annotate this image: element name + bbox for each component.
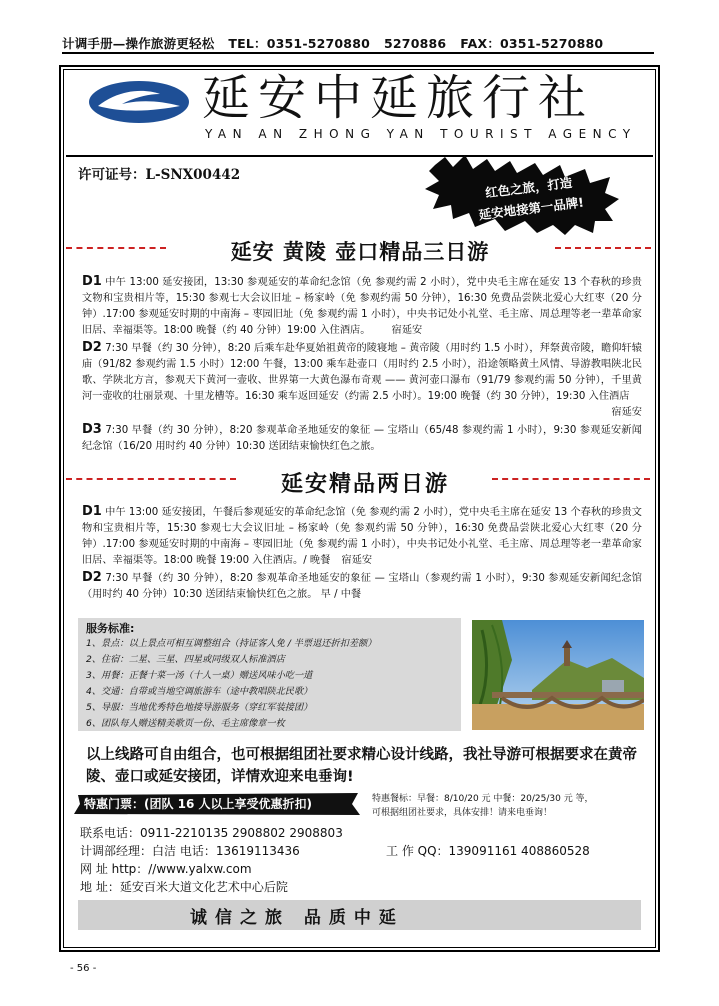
bridge-pagoda-photo <box>472 620 644 730</box>
license-number: 许可证号：L-SNX00442 <box>78 167 241 183</box>
contact-website[interactable]: 网 址 http：//www.yalxw.com <box>80 862 252 876</box>
service-list <box>86 636 376 732</box>
agency-logo-icon <box>88 80 190 124</box>
contact-manager: 计调部经理：白洁 电话：13619113436 <box>80 844 300 858</box>
header-fax: FAX：0351-5270880 <box>460 36 604 51</box>
tour1-title: 延安 黄陵 壶口精品三日游 <box>230 239 490 264</box>
day-text: 7:30 早餐（约 30 分钟），8:20 参观革命圣地延安的象征 — 宝塔山（参观约需 1 小时），9:30 参观延安新闻纪念馆（用时约 40 分钟）10:30 送团结束愉快红色之旅。 早 / 中餐 <box>82 573 642 600</box>
service-item: 4、交通：自带或当地空调旅游车（途中教唱陕北民歌） <box>86 686 313 697</box>
service-item: 5、导服：当地优秀特色地接导游服务（穿红军装接团） <box>86 702 313 713</box>
service-title: 服务标准: <box>86 622 135 635</box>
banner-line-1: 红色之旅，打造 <box>484 174 574 201</box>
header-bar <box>62 34 654 52</box>
contact-phone: 联系电话：0911-2210135 2908802 2908803 <box>80 826 343 840</box>
agency-name-english: YAN AN ZHONG YAN TOURIST AGENCY <box>205 127 637 141</box>
day-label: D1 <box>82 274 102 289</box>
day-stay: 宿延安 <box>611 407 642 418</box>
ticket-discount: 特惠门票：(团队 16 人以上享受优惠折扣) <box>84 797 313 811</box>
header-tel2: 5270886 <box>384 36 447 51</box>
service-item: 2、住宿：二星、三星、四星或同级双人标准酒店 <box>86 654 285 665</box>
tour2-title: 延安精品两日游 <box>280 471 449 497</box>
qq-label: 工 作 QQ： <box>386 844 449 858</box>
meal-line-2: 可根据组团社要求，具体安排！请来电垂询！ <box>372 808 553 818</box>
qq-value: 139091161 408860528 <box>448 844 590 858</box>
day-label: D2 <box>82 570 102 585</box>
header-tel: TEL：0351-5270880 <box>228 36 370 51</box>
contact-qq <box>386 842 590 859</box>
tour2-dash-left <box>66 478 236 480</box>
day-label: D1 <box>82 504 102 519</box>
day-text: 中午 13:00 延安接团，13:30 参观延安的革命纪念馆（免 参观约需 2 小时），党中央毛主席在延安 13 个春秋的珍贵文物和宝贵相片等，15:30 参观七大会议旧址 – 杨家岭（免 参观约需 50 分钟），16:30 免费品尝陕北爱心大红枣（20 分钟）.17:00 参观延安时期的中南海 – 枣园旧址（免 参观约需 1 小时），中央书记处小礼堂、毛主席、周总理等老一辈革命家旧居、幸福渠等。18:00 晚餐（约 40 分钟）19:00 入住酒店。 <box>82 277 642 336</box>
service-item: 3、用餐：正餐十菜一汤（十人一桌）赠送风味小吃一道 <box>86 670 313 681</box>
tour1-day1 <box>82 274 642 339</box>
service-item: 6、团队每人赠送精美歌页一份、毛主席像章一枚 <box>86 718 285 729</box>
banner-line-2: 延安地接第一品牌! <box>477 194 585 223</box>
day-text: 7:30 早餐（约 30 分钟），8:20 后乘车赴华夏始祖黄帝的陵寝地 – 黄帝陵（用时约 1.5 小时），拜祭黄帝陵，瞻仰轩辕庙（91/82 参观约需 1.5 小时）12:00 午餐，13:00 乘车赴壶口（用时约 2.5 小时），沿途领略黄土风情、导游教唱陕北民歌、学陕北方言，参观天下黄河一壶收、世界第一大黄色瀑布奇观 —— 黄河壶口瀑布（91/79 参观约需 50 分钟），千里黄河一壶收的壮丽景观、十里龙槽等。16:30 乘车返回延安（约需 2.5 小时）。19:00 晚餐（约 30 分钟），19:30 入住酒店 <box>82 343 642 402</box>
meal-standard <box>372 792 652 820</box>
header-slogan: 计调手册—操作旅游更轻松 <box>62 36 215 51</box>
tour2-day1 <box>82 504 642 569</box>
promo-text: 以上线路可自由组合，也可根据组团社要求精心设计线路，我社导游可根据要求在黄帝陵、壶口或延安接团，详情欢迎来电垂询! <box>86 747 637 785</box>
tour1-dash-right <box>555 247 651 249</box>
page-number: - 56 - <box>70 963 97 974</box>
contact-address: 地 址：延安百米大道文化艺术中心后院 <box>80 880 288 894</box>
day-text: 中午 13:00 延安接团，午餐后参观延安的革命纪念馆（免 参观约需 2 小时），党中央毛主席在延安 13 个春秋的珍贵文物和宝贵相片等，15:30 参观七大会议旧址 – 杨家岭（免 参观约需 50 分钟），16:30 免费品尝陕北爱心大红枣（20 分钟）.17:00 参观延安时期的中南海 – 枣园旧址（免 参观约需 1 小时），中央书记处小礼堂、毛主席、周总理等老一辈革命家旧居、幸福渠等。18:00 晚餐 19:00 入住酒店。/ 晚餐 <box>82 507 642 566</box>
tour1-day2 <box>82 340 642 421</box>
day-stay: 宿延安 <box>341 555 373 566</box>
tour2-dash-right <box>492 478 650 480</box>
footer-slogan: 诚信之旅 品质中延 <box>190 908 404 928</box>
tour2-day2 <box>82 570 642 603</box>
meal-line-1: 特惠餐标：早餐：8/10/20 元 中餐：20/25/30 元 等， <box>372 794 594 804</box>
agency-name: 延安中延旅行社 <box>202 70 595 126</box>
header-divider <box>62 52 654 54</box>
day-label: D2 <box>82 340 102 355</box>
tour1-dash-left <box>66 247 166 249</box>
day-label: D3 <box>82 422 102 437</box>
day-text: 7:30 早餐（约 30 分钟），8:20 参观革命圣地延安的象征 — 宝塔山（65/48 参观约需 1 小时），9:30 参观延安新闻纪念馆（16/20 用时约 40 分钟）10:30 送团结束愉快红色之旅。 <box>82 425 642 452</box>
tour1-day3 <box>82 422 642 455</box>
service-item: 1、景点：以上景点可相互调整组合（持证客人免 / 半票退还折扣差额） <box>86 638 377 649</box>
day-stay: 宿延安 <box>391 325 423 336</box>
